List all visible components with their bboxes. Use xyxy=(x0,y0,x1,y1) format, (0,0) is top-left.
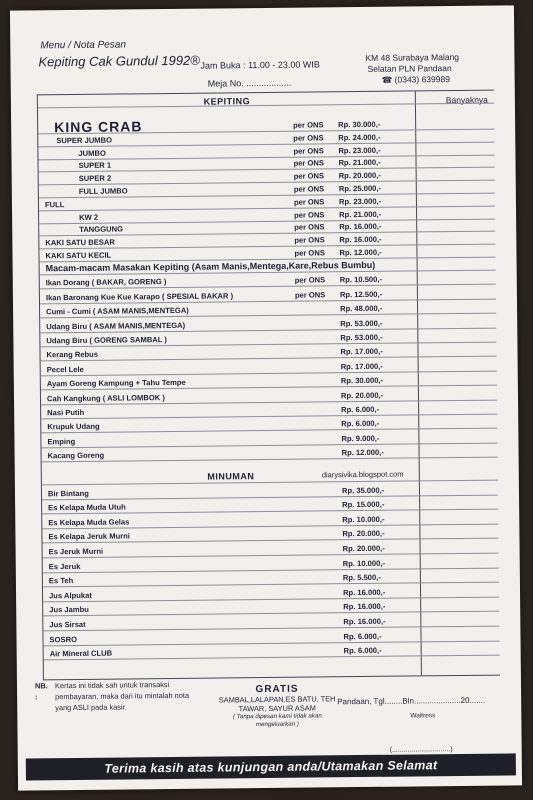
gratis-block xyxy=(217,683,337,729)
item-unit: per ONS xyxy=(294,275,326,286)
item-name: Jus Jambu xyxy=(49,605,89,615)
item-name: KAKI SATU BESAR xyxy=(45,237,115,248)
item-price: Rp. 10.000,- xyxy=(342,514,385,524)
item-price: Rp. 20.000,- xyxy=(340,390,384,400)
item-price: Rp. 48.000,- xyxy=(340,303,383,314)
item-price: Rp. 20.000,- xyxy=(338,170,381,181)
item-unit: per ONS xyxy=(294,248,325,258)
item-name: SOSRO xyxy=(49,634,77,644)
item-unit: per ONS xyxy=(294,290,326,300)
item-unit: per ONS xyxy=(293,133,324,143)
opening-hours: Jam Buka : 11.00 - 23.00 WIB xyxy=(200,59,320,71)
item-price: Rp. 12.000,- xyxy=(341,447,384,458)
item-price: Rp. 12.000,- xyxy=(339,247,382,258)
item-name: Es Teh xyxy=(48,576,74,586)
gratis-items: SAMBAL,LALAPAN,ES BATU, TEH TAWAR, SAYUR ASAM xyxy=(218,694,336,714)
note-text: Kertas ini tidak sah untuk transaksi pembayaran, maka dari itu mintalah nota yang ASLI pada kasir. xyxy=(54,680,190,713)
item-price: Rp. 12.500,- xyxy=(339,289,383,300)
item-name: FULL xyxy=(44,199,65,210)
item-price: Rp. 10.500,- xyxy=(339,275,383,285)
king-crab-unit: per ONS xyxy=(293,120,324,130)
item-price: Rp. 6.000,- xyxy=(343,631,382,641)
item-name: Krupuk Udang xyxy=(47,422,100,432)
item-name: Bir Bintang xyxy=(47,488,89,498)
item-unit: per ONS xyxy=(294,209,325,220)
item-name: Cah Kangkung ( ASLI LOMBOK ) xyxy=(46,392,165,403)
section-minuman: MINUMAN xyxy=(207,471,255,482)
item-name: Jus Alpukat xyxy=(49,590,92,601)
item-price: Rp. 16.000,- xyxy=(342,587,386,597)
item-name: Air Mineral CLUB xyxy=(49,648,113,659)
item-unit: per ONS xyxy=(293,197,325,207)
item-name: SUPER 2 xyxy=(78,173,112,184)
item-price: Rp. 24.000,- xyxy=(338,132,381,143)
item-price: Rp. 23.000,- xyxy=(338,145,381,155)
item-price: Rp. 5.500,- xyxy=(342,572,381,583)
gratis-note: ( Tanpa dipesan kami tidak akan mengeluarkan ) xyxy=(232,712,322,729)
item-price: Rp. 6.000,- xyxy=(341,419,380,429)
item-name: Udang Biru ( ASAM MANIS,MENTEGA) xyxy=(46,320,186,331)
item-unit: per ONS xyxy=(294,235,325,245)
item-name: Pecel Lele xyxy=(46,364,84,375)
waitress-label: Waitress xyxy=(410,712,436,720)
item-price: Rp. 15.000,- xyxy=(342,499,385,510)
item-price: Rp. 25.000,- xyxy=(338,183,382,194)
king-crab-label: KING CRAB xyxy=(54,118,143,136)
item-name: Es Jeruk xyxy=(48,561,81,571)
item-price: Rp. 21.000,- xyxy=(339,209,382,219)
item-name: Ayam Goreng Kampung + Tahu Tempe xyxy=(46,378,186,389)
phone-number: ☎ (0343) 639989 xyxy=(381,74,450,85)
item-price: Rp. 20.000,- xyxy=(342,529,385,539)
item-price: Rp. 53.000,- xyxy=(340,332,383,343)
item-name: SUPER 1 xyxy=(78,161,112,171)
note-label: NB. : xyxy=(34,681,48,702)
item-name: KAKI SATU KECIL xyxy=(45,250,112,261)
menu-table xyxy=(37,90,500,681)
item-price: Rp. 16.000,- xyxy=(339,234,382,245)
item-name: Nasi Putih xyxy=(47,407,85,418)
item-price: Rp. 6.000,- xyxy=(341,404,380,415)
item-price: Rp. 21.000,- xyxy=(338,158,381,168)
item-price: Rp. 9.000,- xyxy=(341,433,380,443)
item-price: Rp. 53.000,- xyxy=(340,318,383,328)
item-price: Rp. 10.000,- xyxy=(342,558,385,568)
item-unit: per ONS xyxy=(293,171,325,181)
section-kepiting: KEPITING xyxy=(203,96,251,107)
item-name: KW 2 xyxy=(79,212,99,222)
address-line2: Selatan PLN Pandaan xyxy=(367,63,452,74)
item-name: Kacang Goreng xyxy=(47,450,105,461)
item-name: SUPER JUMBO xyxy=(56,135,113,145)
item-price: Rp. 6.000,- xyxy=(343,645,382,656)
item-name: Udang Biru ( GORENG SAMBAL ) xyxy=(46,335,167,346)
item-name: Es Kelapa Jeruk Murni xyxy=(48,531,130,542)
item-price: Rp. 20.000,- xyxy=(342,543,385,554)
item-name: Ikan Baronang Kue Kue Karapo ( SPESIAL BAKAR ) xyxy=(45,291,234,303)
item-name: Cumi - Cumi ( ASAM MANIS,MENTEGA) xyxy=(46,305,189,317)
item-price: Rp. 16.000,- xyxy=(343,616,386,627)
table-number: Meja No. .................. xyxy=(207,77,292,89)
item-name: Emping xyxy=(47,436,76,447)
item-price: Rp. 17.000,- xyxy=(340,361,383,371)
item-price: Rp. 16.000,- xyxy=(343,602,386,612)
item-unit: per ONS xyxy=(293,145,324,156)
item-unit: per ONS xyxy=(293,184,325,194)
date-line: Pandaan, Tgl........Bln.....................20....... xyxy=(337,695,486,707)
item-name: Es Kelapa Muda Utuh xyxy=(48,502,126,513)
item-name: Es Kelapa Muda Gelas xyxy=(48,517,130,528)
gratis-title: GRATIS xyxy=(255,683,299,696)
item-name: Jus Sirsat xyxy=(49,619,86,630)
item-name: Es Jeruk Murni xyxy=(48,546,104,557)
item-name: Ikan Dorang ( BAKAR, GORENG ) xyxy=(45,277,167,288)
menu-title-line1: Menu / Nota Pesan xyxy=(40,39,126,52)
item-price: Rp. 35.000,- xyxy=(341,485,385,495)
item-name: JUMBO xyxy=(78,148,106,158)
address-line1: KM 48 Surabaya Malang xyxy=(365,51,460,63)
item-unit: per ONS xyxy=(294,222,325,233)
menu-title-line2: Kepiting Cak Gundul 1992® xyxy=(38,52,200,70)
menu-paper xyxy=(10,5,522,790)
section-masakan: Macam-macam Masakan Kepiting (Asam Manis,Mentega,Kare,Rebus Bumbu) xyxy=(45,259,376,274)
item-name: FULL JUMBO xyxy=(78,186,128,196)
signature-blank: (..............................) xyxy=(389,746,453,754)
item-name: TANGGUNG xyxy=(79,224,124,235)
item-name: Kerang Rebus xyxy=(46,350,99,360)
quantity-header: Banyaknya xyxy=(445,94,488,106)
item-unit: per ONS xyxy=(293,158,324,169)
item-price: Rp. 17.000,- xyxy=(340,347,383,357)
watermark-text: diarysivika.blogspot.com xyxy=(321,469,404,480)
item-price: Rp. 30.000,- xyxy=(340,375,384,386)
footer-banner: Terima kasih atas kunjungan anda/Utamakan Selamat xyxy=(26,753,516,780)
item-price: Rp. 16.000,- xyxy=(339,222,382,232)
king-crab-price: Rp. 30.000,- xyxy=(338,119,381,130)
item-price: Rp. 23.000,- xyxy=(338,196,382,207)
